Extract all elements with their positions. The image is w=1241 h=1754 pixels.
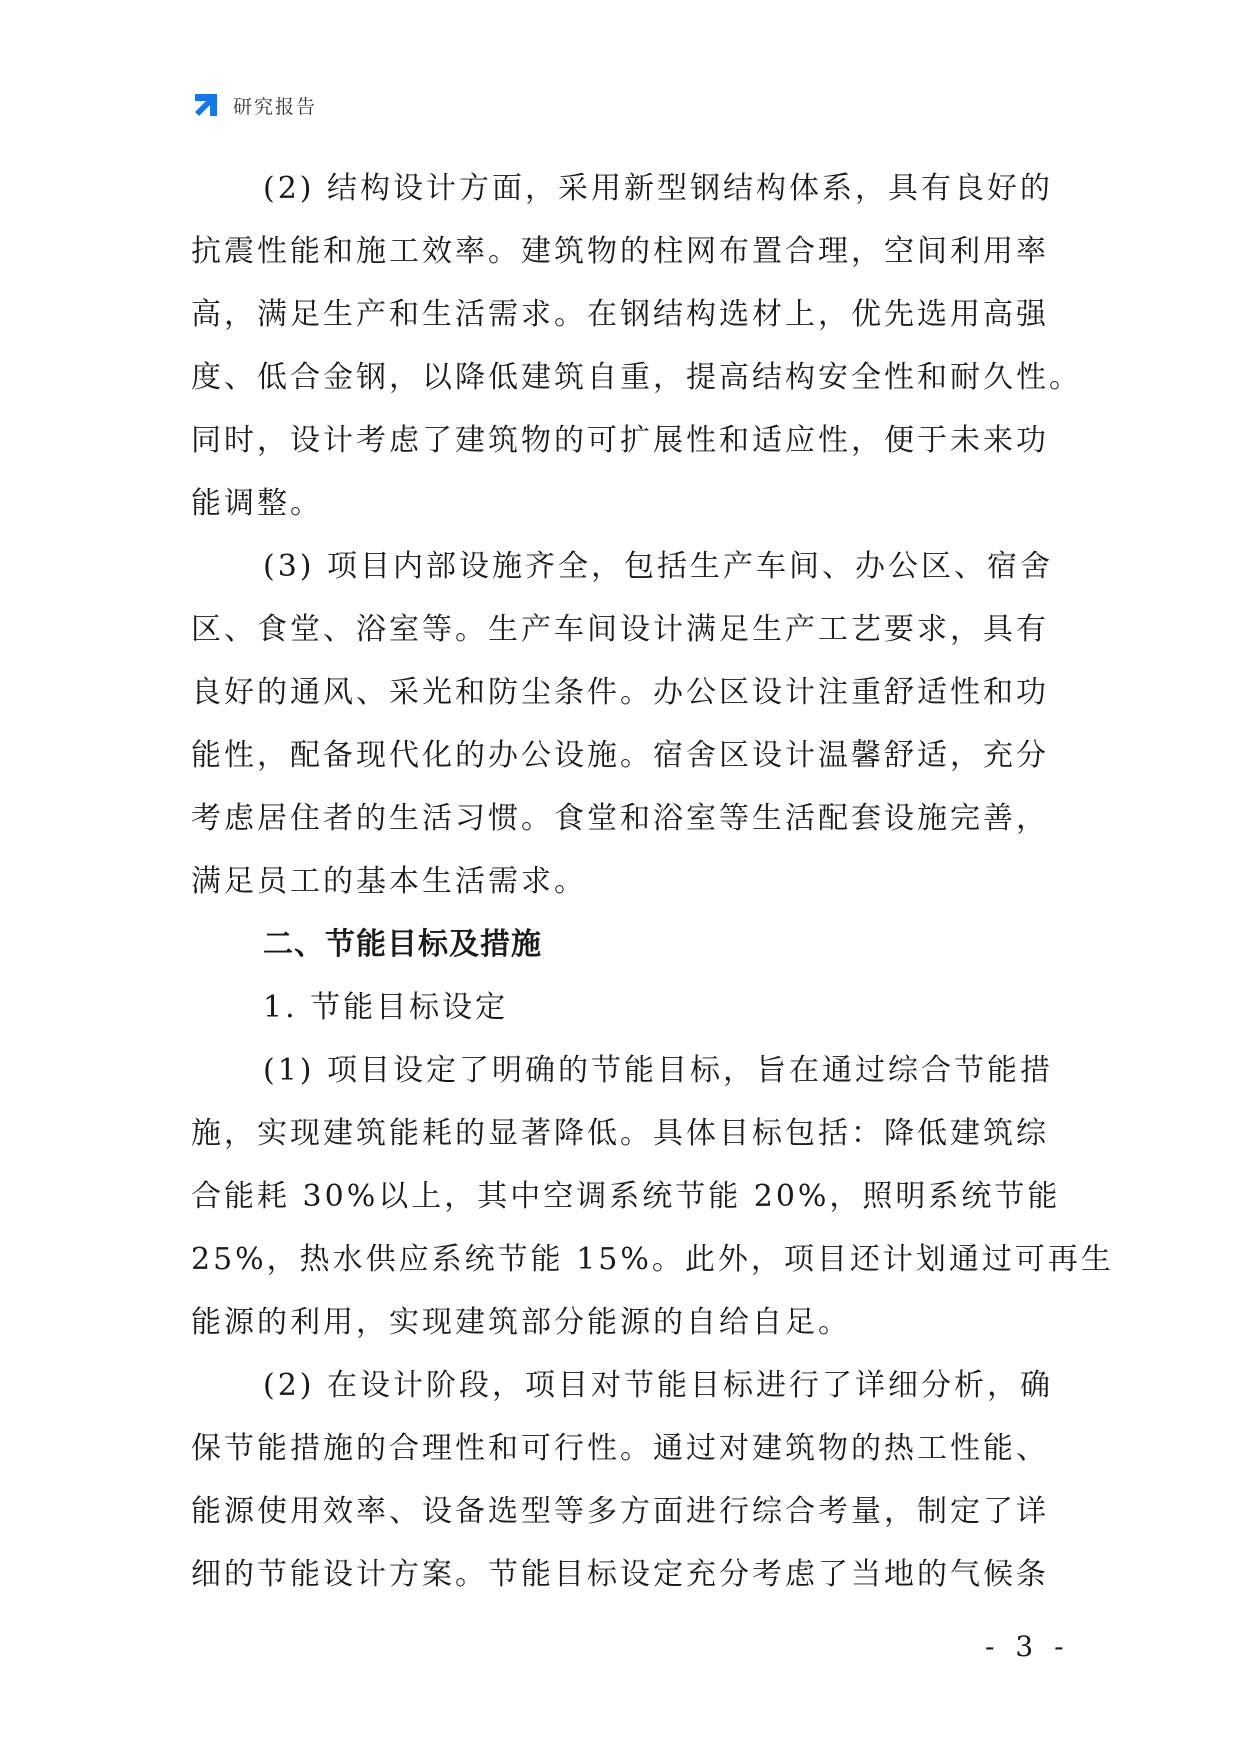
paragraph-line: 良好的通风、采光和防尘条件。办公区设计注重舒适性和功	[191, 675, 1049, 710]
paragraph-line: 能源使用效率、设备选型等多方面进行综合考量，制定了详	[191, 1494, 1049, 1529]
paragraph-line: 考虑居住者的生活习惯。食堂和浴室等生活配套设施完善，	[191, 801, 1049, 836]
paragraph-line: 高，满足生产和生活需求。在钢结构选材上，优先选用高强	[191, 297, 1049, 332]
paragraph-line: (2) 结构设计方面，采用新型钢结构体系，具有良好的	[263, 171, 1054, 206]
section-heading: 二、节能目标及措施	[263, 927, 542, 962]
paragraph-line: 区、食堂、浴室等。生产车间设计满足生产工艺要求，具有	[191, 612, 1049, 647]
paragraph-line: 保节能措施的合理性和可行性。通过对建筑物的热工性能、	[191, 1431, 1049, 1466]
paragraph-line: 能调整。	[191, 486, 323, 521]
paragraph-line: (3) 项目内部设施齐全，包括生产车间、办公区、宿舍	[263, 549, 1054, 584]
header-label: 研究报告	[233, 95, 318, 118]
paragraph-line: 能源的利用，实现建筑部分能源的自给自足。	[191, 1305, 851, 1340]
paragraph-line: 同时，设计考虑了建筑物的可扩展性和适应性，便于未来功	[191, 423, 1049, 458]
paragraph-line: 合能耗 30%以上，其中空调系统节能 20%，照明系统节能	[191, 1179, 1061, 1214]
page-header	[191, 88, 317, 122]
subsection-heading: 1. 节能目标设定	[263, 990, 509, 1025]
paragraph-line: 施，实现建筑能耗的显著降低。具体目标包括：降低建筑综	[191, 1116, 1049, 1151]
page-number: - 3 -	[985, 1630, 1070, 1663]
paragraph-line: 满足员工的基本生活需求。	[191, 864, 587, 899]
document-body	[191, 157, 1114, 1606]
paragraph-line: 抗震性能和施工效率。建筑物的柱网布置合理，空间利用率	[191, 234, 1049, 269]
paragraph-line: 细的节能设计方案。节能目标设定充分考虑了当地的气候条	[191, 1557, 1049, 1592]
paragraph-line: 度、低合金钢，以降低建筑自重，提高结构安全性和耐久性。	[191, 360, 1082, 395]
paragraph-line: (2) 在设计阶段，项目对节能目标进行了详细分析，确	[263, 1368, 1054, 1403]
arrow-up-right-icon	[191, 90, 221, 120]
paragraph-line: 能性，配备现代化的办公设施。宿舍区设计温馨舒适，充分	[191, 738, 1049, 773]
paragraph-line: 25%，热水供应系统节能 15%。此外，项目还计划通过可再生	[191, 1242, 1114, 1277]
paragraph-line: (1) 项目设定了明确的节能目标，旨在通过综合节能措	[263, 1053, 1054, 1088]
